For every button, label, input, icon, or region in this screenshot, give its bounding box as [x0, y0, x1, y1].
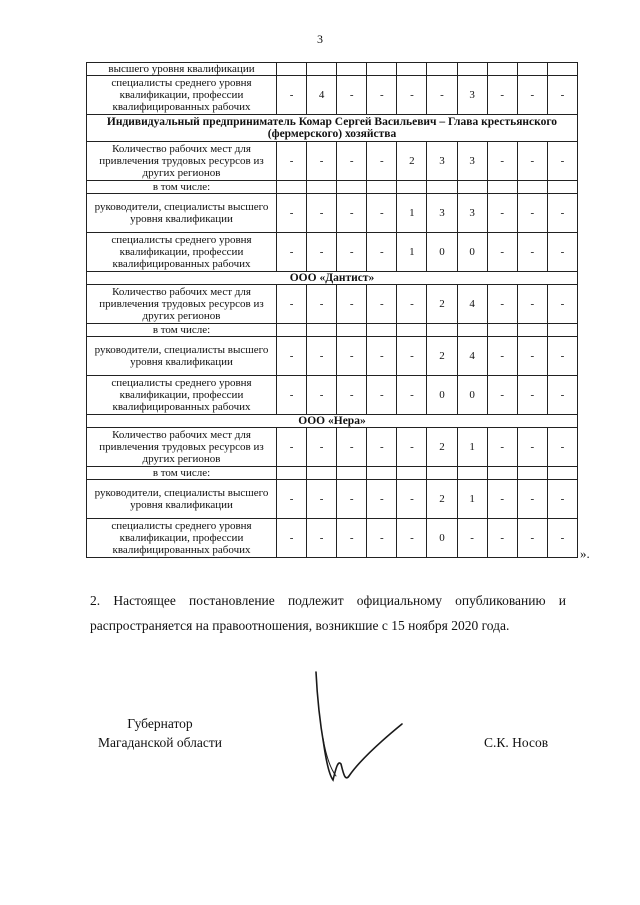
table-cell: 0	[427, 519, 457, 558]
table-cell: -	[307, 480, 337, 519]
table-cell: -	[307, 285, 337, 324]
table-cell: -	[367, 376, 397, 415]
table-cell: -	[397, 376, 427, 415]
table-cell: -	[517, 76, 547, 115]
table-cell: -	[277, 76, 307, 115]
row-label: Количество рабочих мест для привлечения трудовых ресурсов из других регионов	[87, 142, 277, 181]
table-cell: -	[367, 285, 397, 324]
table-cell: -	[517, 233, 547, 272]
handwritten-signature	[300, 668, 410, 793]
table-cell	[277, 63, 307, 76]
table-cell	[337, 63, 367, 76]
table-cell: -	[547, 480, 577, 519]
table-cell: -	[487, 76, 517, 115]
table-cell: -	[457, 519, 487, 558]
table-cell: -	[547, 142, 577, 181]
table-cell: 1	[457, 428, 487, 467]
table-cell: -	[547, 76, 577, 115]
table-cell: 1	[397, 233, 427, 272]
table-cell	[367, 63, 397, 76]
signatory-name: С.К. Носов	[484, 735, 549, 750]
page-number: 3	[317, 32, 323, 46]
table-cell: -	[517, 194, 547, 233]
table-cell	[307, 63, 337, 76]
table-cell: 2	[427, 285, 457, 324]
table-cell: -	[277, 337, 307, 376]
table-row	[87, 519, 578, 558]
table-cell: -	[487, 428, 517, 467]
table-cell: -	[547, 233, 577, 272]
table-cell	[427, 324, 457, 337]
table-cell	[307, 324, 337, 337]
table-cell: -	[337, 428, 367, 467]
table-section-row	[87, 272, 578, 285]
table-cell: -	[487, 194, 517, 233]
table-row	[87, 324, 578, 337]
table-cell: 1	[457, 480, 487, 519]
table-cell	[367, 467, 397, 480]
table-cell	[547, 467, 577, 480]
row-label: Количество рабочих мест для привлечения трудовых ресурсов из других регионов	[87, 285, 277, 324]
table-cell: -	[337, 142, 367, 181]
table-cell: -	[517, 285, 547, 324]
table-cell: -	[277, 233, 307, 272]
row-label: специалисты среднего уровня квалификации, профессии квалифицированных рабочих	[87, 376, 277, 415]
table-row	[87, 428, 578, 467]
row-label: в том числе:	[87, 467, 277, 480]
table-cell	[307, 181, 337, 194]
table-section-row	[87, 415, 578, 428]
table-cell: -	[367, 142, 397, 181]
table-cell	[517, 467, 547, 480]
table-cell: -	[517, 480, 547, 519]
table-cell: -	[367, 519, 397, 558]
table-row	[87, 467, 578, 480]
closing-quote: ».	[580, 546, 590, 561]
table-cell	[397, 467, 427, 480]
table-cell: -	[307, 428, 337, 467]
table-cell	[457, 181, 487, 194]
table-cell	[337, 181, 367, 194]
table-cell: -	[547, 376, 577, 415]
table-cell	[397, 181, 427, 194]
table-cell: -	[337, 233, 367, 272]
table-cell: -	[517, 519, 547, 558]
table-cell: 2	[397, 142, 427, 181]
table-cell: -	[397, 285, 427, 324]
table-cell	[487, 63, 517, 76]
table-cell: 2	[427, 480, 457, 519]
table-cell: -	[337, 76, 367, 115]
row-label: руководители, специалисты высшего уровня квалификации	[87, 194, 277, 233]
table-cell: -	[487, 285, 517, 324]
table-cell	[457, 63, 487, 76]
table-cell: -	[277, 285, 307, 324]
row-label: в том числе:	[87, 181, 277, 194]
table-cell	[307, 467, 337, 480]
table-cell: -	[277, 194, 307, 233]
table-cell	[337, 467, 367, 480]
table-cell: 1	[397, 194, 427, 233]
table-cell: -	[547, 519, 577, 558]
table-row	[87, 337, 578, 376]
section-title: Индивидуальный предприниматель Комар Сергей Васильевич – Глава крестьянского (фермерского) хозяйства	[87, 115, 578, 142]
employment-table	[86, 62, 578, 558]
table-cell	[397, 324, 427, 337]
table-cell	[517, 324, 547, 337]
table-cell: -	[517, 337, 547, 376]
section-title: ООО «Нера»	[87, 415, 578, 428]
table-cell: -	[547, 337, 577, 376]
table-cell: -	[277, 519, 307, 558]
table-cell	[547, 63, 577, 76]
table-cell: -	[277, 428, 307, 467]
table-cell: -	[337, 480, 367, 519]
section-title: ООО «Дантист»	[87, 272, 578, 285]
table-cell: -	[547, 194, 577, 233]
row-label: специалисты среднего уровня квалификации, профессии квалифицированных рабочих	[87, 519, 277, 558]
table-cell: 4	[307, 76, 337, 115]
table-cell: 3	[427, 142, 457, 181]
table-cell: 0	[457, 233, 487, 272]
table-cell: -	[277, 376, 307, 415]
table-cell	[367, 324, 397, 337]
table-cell: -	[517, 376, 547, 415]
table-cell: -	[277, 480, 307, 519]
table-cell: 0	[427, 376, 457, 415]
table-cell: -	[487, 142, 517, 181]
table-cell: 0	[457, 376, 487, 415]
table-cell: -	[517, 428, 547, 467]
table-cell	[457, 324, 487, 337]
table-cell: -	[337, 337, 367, 376]
signatory-title: Губернатор Магаданской области	[98, 716, 222, 750]
table-section-row	[87, 115, 578, 142]
table-cell: -	[487, 233, 517, 272]
table-cell: 4	[457, 285, 487, 324]
table-cell: -	[397, 480, 427, 519]
table-cell: -	[337, 194, 367, 233]
table-cell: -	[277, 142, 307, 181]
table-cell: -	[427, 76, 457, 115]
table-cell: 2	[427, 337, 457, 376]
table-cell: -	[367, 76, 397, 115]
row-label: Количество рабочих мест для привлечения трудовых ресурсов из других регионов	[87, 428, 277, 467]
table-cell: 2	[427, 428, 457, 467]
table-cell	[517, 181, 547, 194]
table-cell	[487, 467, 517, 480]
table-cell: 3	[427, 194, 457, 233]
table-cell: -	[547, 428, 577, 467]
table-cell: 0	[427, 233, 457, 272]
table-cell: -	[337, 376, 367, 415]
table-cell	[547, 324, 577, 337]
table-cell	[277, 467, 307, 480]
table-cell: 3	[457, 194, 487, 233]
table-cell: 4	[457, 337, 487, 376]
table-cell	[277, 324, 307, 337]
row-label: руководители, специалисты высшего уровня квалификации	[87, 337, 277, 376]
table-cell: -	[367, 480, 397, 519]
table-cell	[427, 467, 457, 480]
table-cell: -	[367, 428, 397, 467]
table-cell: -	[307, 519, 337, 558]
table-cell	[487, 181, 517, 194]
table-cell: -	[307, 376, 337, 415]
row-label: высшего уровня квалификации	[87, 63, 277, 76]
table-row	[87, 63, 578, 76]
table-cell: -	[307, 233, 337, 272]
table-cell	[517, 63, 547, 76]
table-row	[87, 194, 578, 233]
table-cell: -	[367, 194, 397, 233]
table-cell: -	[487, 337, 517, 376]
table-row	[87, 480, 578, 519]
table-cell: -	[487, 519, 517, 558]
table-cell: -	[397, 337, 427, 376]
table-cell: -	[397, 519, 427, 558]
table-cell: -	[487, 480, 517, 519]
table-cell	[547, 181, 577, 194]
table-cell	[367, 181, 397, 194]
table-cell	[427, 181, 457, 194]
table-cell	[487, 324, 517, 337]
table-cell: 3	[457, 142, 487, 181]
table-cell: -	[487, 376, 517, 415]
row-label: специалисты среднего уровня квалификации, профессии квалифицированных рабочих	[87, 233, 277, 272]
table-cell: -	[337, 519, 367, 558]
table-cell: -	[337, 285, 367, 324]
table-cell: -	[367, 233, 397, 272]
table-row	[87, 142, 578, 181]
row-label: руководители, специалисты высшего уровня квалификации	[87, 480, 277, 519]
table-cell: -	[397, 428, 427, 467]
row-label: в том числе:	[87, 324, 277, 337]
table-cell	[277, 181, 307, 194]
table-cell: -	[307, 194, 337, 233]
table-cell: -	[397, 76, 427, 115]
row-label: специалисты среднего уровня квалификации, профессии квалифицированных рабочих	[87, 76, 277, 115]
table-cell	[337, 324, 367, 337]
table-cell: -	[307, 337, 337, 376]
resolution-paragraph: 2. Настоящее постановление подлежит официальному опубликованию и распространяется на правоотношения, возникшие с 15 ноября 2020 года.	[90, 593, 566, 633]
table-cell: -	[367, 337, 397, 376]
table-row	[87, 233, 578, 272]
table-cell: -	[307, 142, 337, 181]
table-row	[87, 76, 578, 115]
table-cell: 3	[457, 76, 487, 115]
table-cell: -	[517, 142, 547, 181]
table-row	[87, 285, 578, 324]
table-cell	[457, 467, 487, 480]
table-cell: -	[547, 285, 577, 324]
table-cell	[427, 63, 457, 76]
table-cell	[397, 63, 427, 76]
table-row	[87, 181, 578, 194]
table-row	[87, 376, 578, 415]
